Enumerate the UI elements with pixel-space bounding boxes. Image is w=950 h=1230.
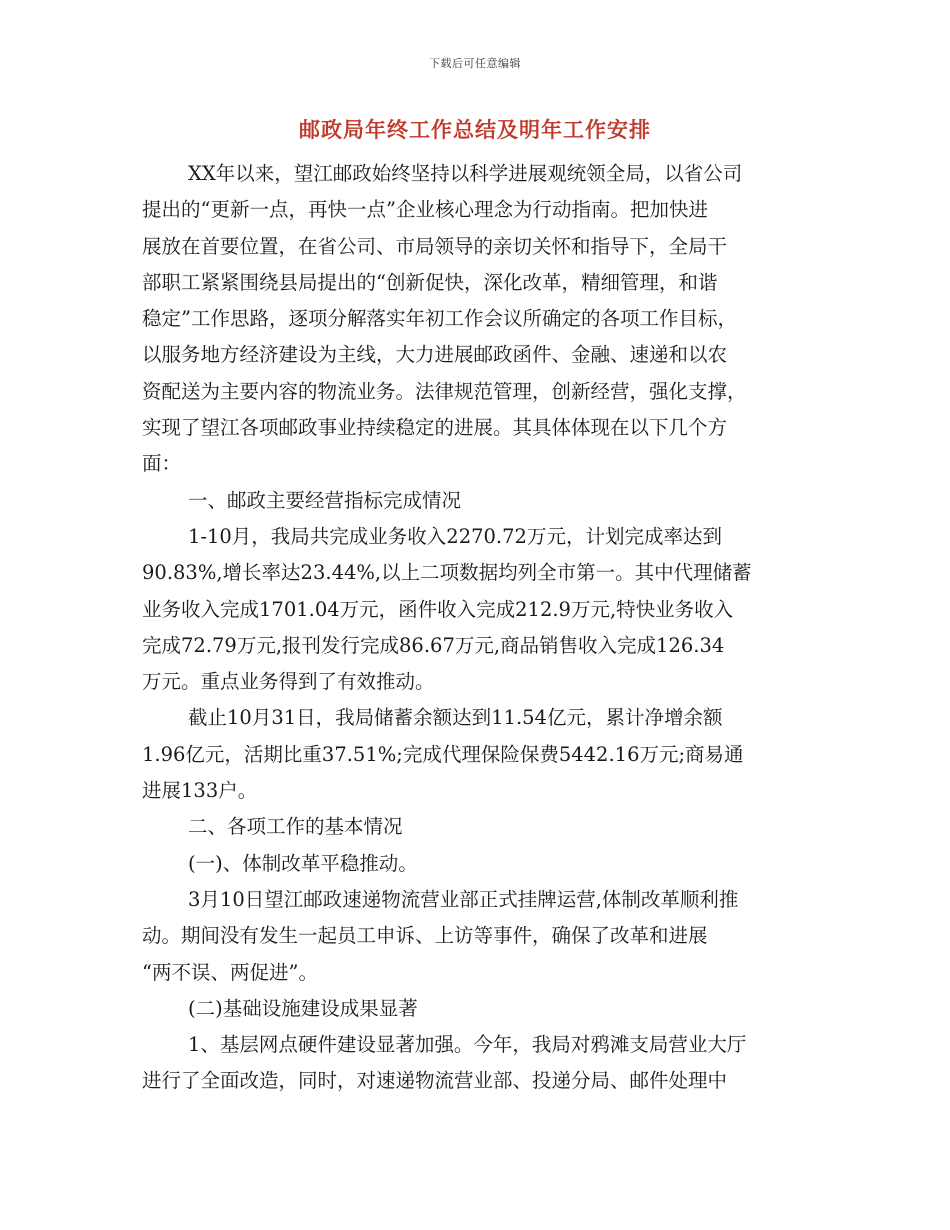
body-line: 提出的“更新一点，再快一点”企业核心理念为行动指南。把加快进 bbox=[142, 198, 708, 222]
body-line: 以服务地方经济建设为主线，大力进展邮政函件、金融、速递和以农 bbox=[142, 343, 728, 367]
body-line: 进展133户。 bbox=[142, 779, 258, 803]
body-line: 3月10日望江邮政速递物流营业部正式挂牌运营,体制改革顺利推 bbox=[188, 887, 739, 911]
body-line: 完成72.79万元,报刊发行完成86.67万元,商品销售收入完成126.34 bbox=[142, 633, 725, 657]
document-title: 邮政局年终工作总结及明年工作安排 bbox=[299, 117, 651, 142]
body-line: 截止10月31日，我局储蓄余额达到11.54亿元，累计净增余额 bbox=[188, 706, 723, 730]
body-line: 1、基层网点硬件建设显著加强。今年，我局对鸦滩支局营业大厅 bbox=[188, 1033, 747, 1057]
body-line: (一)、体制改革平稳推动。 bbox=[188, 851, 418, 875]
body-line: 动。期间没有发生一起员工申诉、上访等事件，确保了改革和进展 bbox=[142, 924, 708, 948]
document-body bbox=[142, 156, 812, 1100]
body-line: 一、邮政主要经营指标完成情况 bbox=[188, 488, 462, 512]
body-line: 万元。重点业务得到了有效推动。 bbox=[142, 670, 435, 694]
body-line: (二)基础设施建设成果显著 bbox=[188, 996, 418, 1020]
body-line: 90.83%,增长率达23.44%,以上二项数据均列全市第一。其中代理储蓄 bbox=[142, 561, 752, 585]
body-line: 资配送为主要内容的物流业务。法律规范管理，创新经营，强化支撑， bbox=[142, 379, 747, 403]
body-line: 1.96亿元，活期比重37.51%;完成代理保险保费5442.16万元;商易通 bbox=[142, 742, 744, 766]
body-line: 部职工紧紧围绕县局提出的“创新促快，深化改革，精细管理，和谐 bbox=[142, 270, 718, 294]
body-line: 1-10月，我局共完成业务收入2270.72万元，计划完成率达到 bbox=[188, 524, 722, 548]
body-line: 实现了望江各项邮政事业持续稳定的进展。其具体体现在以下几个方 bbox=[142, 416, 728, 440]
body-line: 稳定”工作思路，逐项分解落实年初工作会议所确定的各项工作目标， bbox=[142, 307, 737, 331]
download-note: 下载后可任意编辑 bbox=[429, 57, 521, 70]
body-line: 业务收入完成1701.04万元，函件收入完成212.9万元,特快业务收入 bbox=[142, 597, 734, 621]
body-line: 二、各项工作的基本情况 bbox=[188, 815, 403, 839]
body-line: XX年以来，望江邮政始终坚持以科学进展观统领全局，以省公司 bbox=[188, 162, 743, 185]
body-line: 展放在首要位置，在省公司、市局领导的亲切关怀和指导下，全局干 bbox=[142, 234, 728, 258]
body-line: 进行了全面改造，同时，对速递物流营业部、投递分局、邮件处理中 bbox=[142, 1069, 728, 1093]
body-line: 面： bbox=[142, 452, 182, 476]
body-line: “两不误、两促进”。 bbox=[142, 960, 318, 984]
